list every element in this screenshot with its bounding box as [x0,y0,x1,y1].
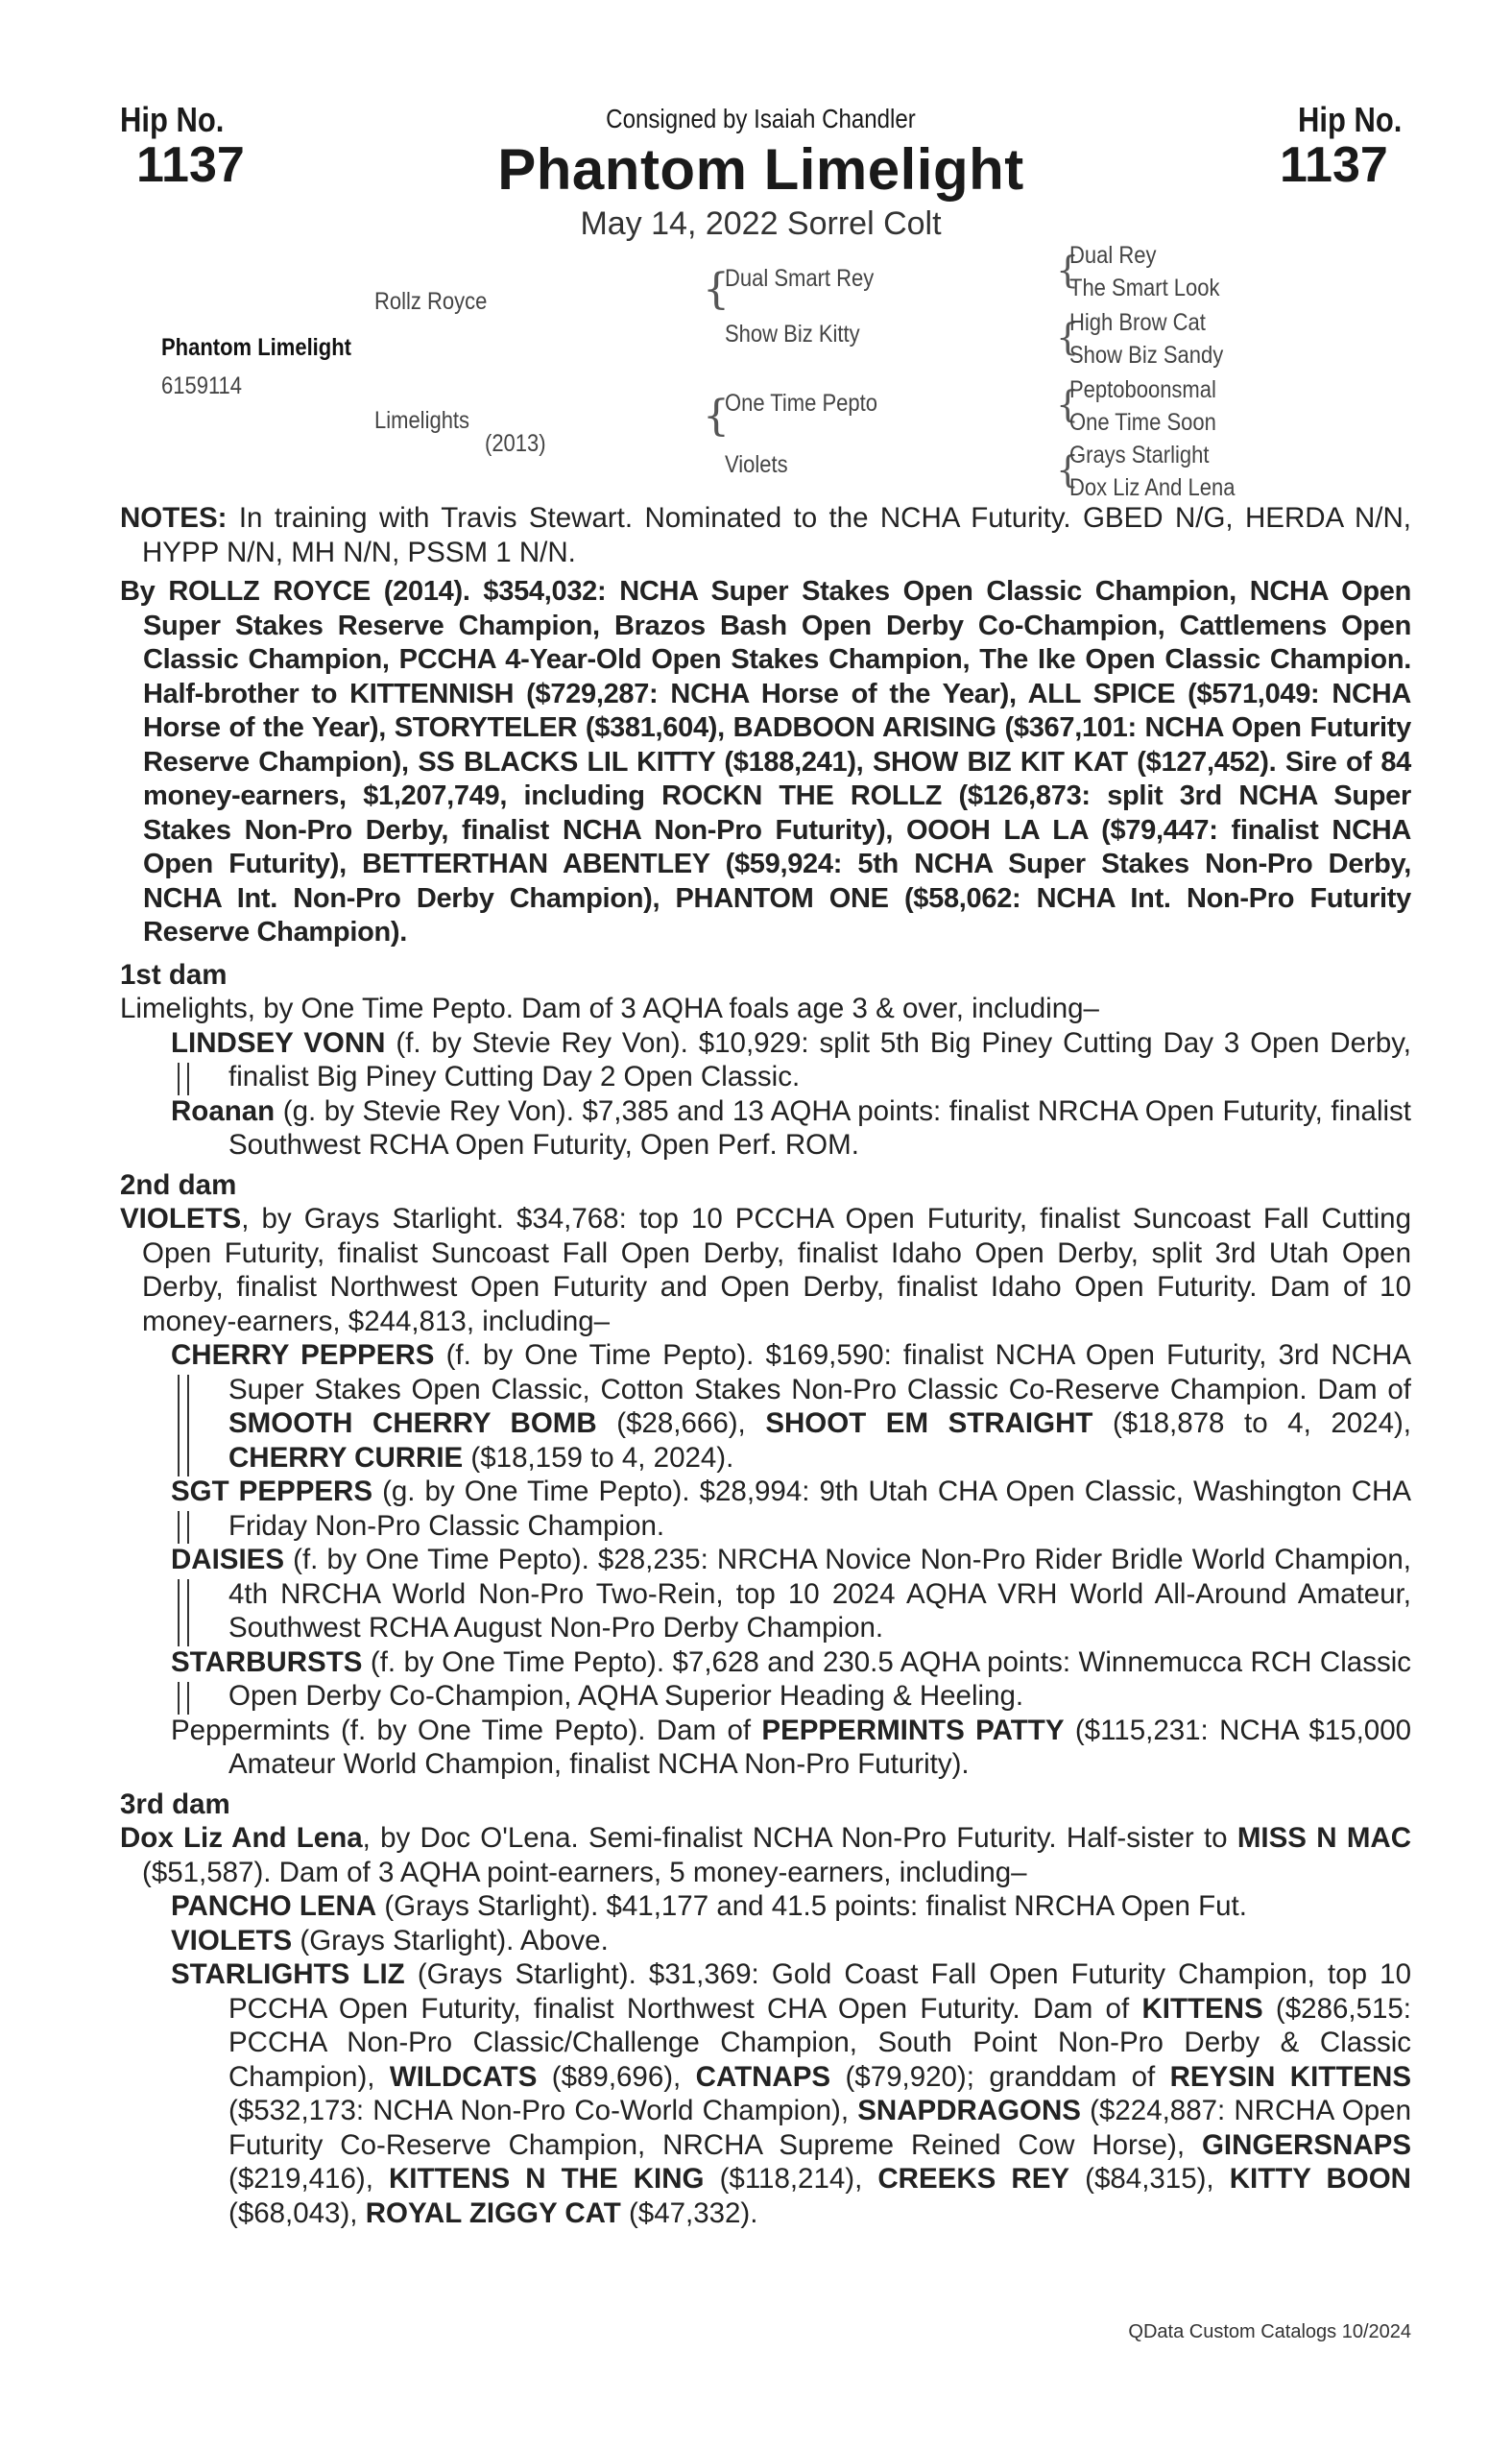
third-dam-sibling-name: MISS N MAC [1236,1822,1412,1854]
produce-offspring-name: CHERRY CURRIE [228,1441,464,1474]
produce-name: LINDSEY VONN [171,1026,386,1059]
first-dam-intro: Limelights, by One Time Pepto. Dam of 3 AQHA foals age 3 & over, including– [120,993,1099,1024]
pedigree-dam: Limelights [374,407,470,434]
pedigree-ggp-5: Peptoboonsmal [1069,376,1216,403]
produce-offspring-name: ROYAL ZIGGY CAT [365,2196,621,2229]
produce-offspring-name: GINGERSNAPS [1201,2128,1411,2161]
produce-offspring-name: KITTENS N THE KING [388,2163,705,2195]
produce-offspring-name: KITTY BOON [1229,2163,1411,2195]
hip-number-left: 1137 [136,137,245,193]
third-dam-text: ($51,587). Dam of 3 AQHA point-earners, 5 money-earners, including– [142,1856,1027,1888]
produce-text: ($224,887: NRCHA Open Futurity Co-Reserve Champion, NRCHA Supreme Reined Cow Horse), [228,2095,1411,2161]
pedigree-ggp-6: One Time Soon [1069,409,1216,436]
first-dam-heading: 1st dam [120,958,228,991]
produce-name: DAISIES [171,1544,285,1575]
pedigree-dam-year: (2013) [485,430,546,457]
second-dam-text: , by Grays Starlight. $34,768: top 10 PCCHA Open Futurity, finalist Suncoast Fall Cutting Open Futurity, finalist Suncoast Fall Open Derby, finalist Idaho Open Derby, split 3rd Utah Open Derby, finalist Northwest Open Futurity and Open Derby, finalist Idaho Open Futurity. Dam of 10 money-earners, $244,813, including– [142,1203,1411,1337]
produce-name: Roanan [171,1094,276,1127]
pedigree-ggp-3: High Brow Cat [1069,309,1206,336]
produce-offspring-name: REYSIN KITTENS [1169,2060,1412,2093]
pedigree-dam-dam: Violets [725,451,788,478]
produce-name: CHERRY PEPPERS [171,1339,435,1371]
produce-text: (g. by One Time Pepto). $28,994: 9th Utah CHA Open Classic, Washington CHA Friday Non-Pro Classic Champion. [228,1476,1412,1542]
horse-name-title: Phantom Limelight [497,137,1024,202]
brace-sire-side: { [703,265,730,314]
third-dam-intro [120,1821,1411,1889]
produce-text: (Grays Starlight). Above. [292,1924,609,1956]
pedigree-horse: Phantom Limelight [161,334,351,361]
notes-paragraph [120,501,1411,569]
third-dam-text: , by Doc O'Lena. Semi-finalist NCHA Non-Pro Futurity. Half-sister to [362,1822,1237,1854]
produce-text: ($79,920); granddam of [830,2060,1170,2093]
birth-info: May 14, 2022 Sorrel Colt [580,205,942,242]
pedigree-reg-no: 6159114 [161,372,243,399]
produce-offspring-name: WILDCATS [389,2060,538,2093]
produce-entry [120,1714,1411,1782]
produce-text: ($118,214), [704,2163,878,2195]
second-dam-heading: 2nd dam [120,1168,237,1201]
produce-text: Peppermints (f. by One Time Pepto). Dam of [171,1714,762,1746]
produce-entry [120,1924,1411,1958]
produce-entry [120,1475,1411,1543]
produce-text: ($84,315), [1069,2163,1230,2195]
pedigree-sire-dam: Show Biz Kitty [725,321,860,348]
pedigree-ggp-1: Dual Rey [1069,242,1157,269]
produce-offspring-name: CREEKS REY [877,2163,1070,2195]
produce-name: VIOLETS [171,1924,293,1956]
produce-text: (f. by One Time Pepto). $7,628 and 230.5 AQHA points: Winnemucca RCH Classic Open Derby Co-Champion, AQHA Superior Heading & Heeling. [228,1645,1411,1712]
brace-ggp-1: { [1056,249,1080,291]
pedigree-sire: Rollz Royce [374,288,488,315]
produce-text: (f. by One Time Pepto). $28,235: NRCHA Novice Non-Pro Rider Bridle World Champion, 4th NRCHA World Non-Pro Two-Rein, top 10 2024 AQHA VRH World All-Around Amateur, Southwest RCHA August Non-Pro Derby Champion. [228,1544,1411,1644]
footer-credit: QData Custom Catalogs 10/2024 [1128,2321,1411,2342]
pedigree-ggp-4: Show Biz Sandy [1069,342,1224,369]
notes-text: In training with Travis Stewart. Nominated to the NCHA Futurity. GBED N/G, HERDA N/N, HYPP N/N, MH N/N, PSSM 1 N/N. [142,502,1411,568]
produce-text: (Grays Starlight). $41,177 and 41.5 points: finalist NRCHA Open Fut. [376,1890,1247,1922]
produce-text: ($68,043), [228,2196,366,2229]
pedigree-ggp-2: The Smart Look [1069,275,1220,301]
produce-name: STARBURSTS [171,1645,363,1678]
produce-text: ($18,878 to 4, 2024), [1092,1407,1411,1439]
catalog-body [120,501,1411,2230]
produce-entry [120,1889,1411,1924]
pedigree-sire-sire: Dual Smart Rey [725,265,875,292]
produce-text: ($89,696), [537,2060,696,2093]
produce-offspring-name: CATNAPS [695,2060,831,2093]
second-dam-name: VIOLETS [120,1203,242,1235]
produce-entry [120,1543,1411,1645]
produce-offspring-name: SMOOTH CHERRY BOMB [228,1407,597,1439]
hip-label-left: Hip No. [120,100,225,139]
produce-text: ($532,173: NCHA Non-Pro Co-World Champion), [228,2095,858,2126]
produce-name: SGT PEPPERS [171,1476,373,1507]
hip-label-right: Hip No. [1298,100,1403,139]
produce-text: ($28,666), [596,1407,766,1439]
produce-text: (g. by Stevie Rey Von). $7,385 and 13 AQHA points: finalist NRCHA Open Futurity, finalist Southwest RCHA Open Futurity, Open Perf. ROM. [228,1094,1411,1161]
produce-offspring-name: KITTENS [1141,1992,1263,2025]
pedigree-dam-sire: One Time Pepto [725,390,877,417]
produce-entry [120,1645,1411,1714]
brace-dam-side: { [703,392,730,441]
produce-offspring-name: SNAPDRAGONS [857,2095,1081,2126]
produce-entry [120,1094,1411,1163]
produce-text: (Grays Starlight). $31,369: Gold Coast Fall Open Futurity Champion, top 10 PCCHA Open Futurity, finalist Northwest CHA Open Futurity. Dam of [228,1958,1411,2025]
consigned-by: Consigned by Isaiah Chandler [606,104,916,133]
produce-text: ($18,159 to 4, 2024). [463,1441,734,1474]
pedigree-ggp-8: Dox Liz And Lena [1069,474,1236,501]
brace-ggp-4: { [1056,448,1080,491]
produce-text: (f. by One Time Pepto). $169,590: finalist NCHA Open Futurity, 3rd NCHA Super Stakes Open Classic, Cotton Stakes Non-Pro Classic Co-Reserve Champion. Dam of [228,1339,1411,1405]
sire-paragraph: By ROLLZ ROYCE (2014). $354,032: NCHA Super Stakes Open Classic Champion, NCHA Open Super Stakes Reserve Champion, Brazos Bash Open Derby Co-Champion, Cattlemens Open Classic Champion, PCCHA 4-Year-Old Open Stakes Champion, The Ike Open Classic Champion. Half-brother to KITTENNISH ($729,287: NCHA Horse of the Year), ALL SPICE ($571,049: NCHA Horse of the Year), STORYTELER ($381,604), BADBOON ARISING ($367,101: NCHA Open Futurity Reserve Champion), SS BLACKS LIL KITTY ($188,241), SHOW BIZ KIT KAT ($127,452). Sire of 84 money-earners, $1,207,749, including ROCKN THE ROLLZ ($126,873: split 3rd NCHA Super Stakes Non-Pro Derby, finalist NCHA Non-Pro Futurity), OOOH LA LA ($79,447: finalist NCHA Open Futurity), BETTERTHAN ABENTLEY ($59,924: 5th NCHA Super Stakes Non-Pro Derby, NCHA Int. Non-Pro Derby Champion), PHANTOM ONE ($58,062: NCHA Int. Non-Pro Futurity Reserve Champion). [120,576,1411,948]
second-dam-intro [120,1202,1411,1338]
produce-entry [120,1338,1411,1475]
third-dam-name: Dox Liz And Lena [120,1822,363,1854]
produce-text: (f. by Stevie Rey Von). $10,929: split 5th Big Piney Cutting Day 3 Open Derby, finalist Big Piney Cutting Day 2 Open Classic. [228,1026,1412,1092]
produce-offspring-name: SHOOT EM STRAIGHT [765,1407,1093,1439]
brace-ggp-2: { [1056,316,1080,358]
produce-entry [120,1026,1411,1094]
brace-ggp-3: { [1056,383,1080,425]
third-dam-heading: 3rd dam [120,1788,230,1820]
produce-entry [120,1957,1411,2230]
pedigree-ggp-7: Grays Starlight [1069,442,1210,468]
produce-name: PANCHO LENA [171,1890,377,1922]
produce-text: ($47,332). [620,2196,758,2229]
produce-text: ($286,515: PCCHA Non-Pro Classic/Challenge Champion, South Point Non-Pro Derby & Classic Champion), [228,1992,1411,2093]
produce-offspring-name: PEPPERMINTS PATTY [761,1714,1065,1746]
notes-label: NOTES: [120,502,228,534]
produce-name: STARLIGHTS LIZ [171,1958,405,1990]
produce-text: ($115,231: NCHA $15,000 Amateur World Champion, finalist NCHA Non-Pro Futurity). [228,1714,1412,1780]
hip-number-right: 1137 [1280,137,1388,193]
produce-text: ($219,416), [228,2163,389,2195]
